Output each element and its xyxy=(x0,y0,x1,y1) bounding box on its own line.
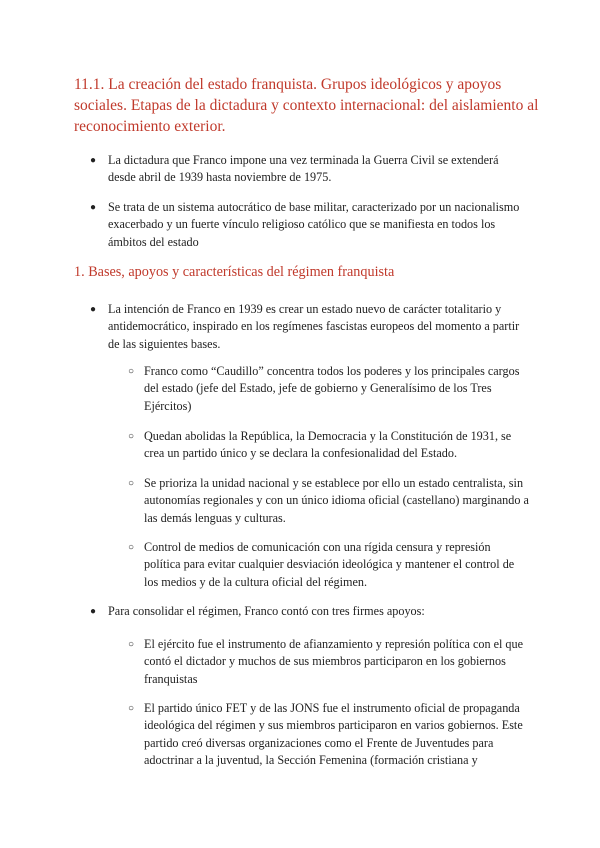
apoyo-item-1: El ejército fue el instrumento de afianzamiento y represión política con el que contó el dictador y muchos de sus miembros participaron en los gobiernos franquistas xyxy=(144,637,524,686)
bullet-icon: ● xyxy=(90,155,97,166)
bullet-icon: ● xyxy=(90,304,97,315)
base-item-3: Se prioriza la unidad nacional y se establece por ello un estado centralista, sin autonomías regionales y con un único idioma oficial (castellano) marginando a las demás lenguas y culturas. xyxy=(144,476,529,525)
sub-bullet-icon: ○ xyxy=(128,703,135,714)
document-title: 11.1. La creación del estado franquista. Grupos ideológicos y apoyos sociales. Etapas de la dictadura y contexto internacional: del aislamiento al reconocimiento exterior. xyxy=(74,76,539,135)
sub-bullet-icon: ○ xyxy=(128,478,135,489)
base-item-1: Franco como “Caudillo” concentra todos los poderes y los principales cargos del estado (jefe del Estado, jefe de gobierno y Generalísimo de los Tres Ejércitos) xyxy=(144,364,520,413)
sub-bullet-icon: ○ xyxy=(128,431,135,442)
base-item-4: Control de medios de comunicación con una rígida censura y represión política para evitar cualquier desviación ideológica y mantener el control de los medios y de la cultura oficial del régimen. xyxy=(144,540,515,589)
sub-bullet-icon: ○ xyxy=(128,366,135,377)
bullet-icon: ● xyxy=(90,202,97,213)
intro-bullet-2: Se trata de un sistema autocrático de base militar, caracterizado por un nacionalismo exacerbado y un fuerte vínculo religioso católico que se manifiesta en todos los ámbitos del estado xyxy=(108,200,520,249)
section-bullet-1: La intención de Franco en 1939 es crear un estado nuevo de carácter totalitario y antidemocrático, inspirado en los regímenes fascistas europeos del momento a partir de las siguientes bases. xyxy=(108,302,520,351)
apoyo-item-2: El partido único FET y de las JONS fue el instrumento oficial de propaganda ideológica del régimen y sus miembros participaron en varios gobiernos. Este partido creó diversas organizaciones como el Frente de Juventudes para adoctrinar a la juventud, la Sección Femenina (formación cristiana y xyxy=(144,701,523,768)
sub-bullet-icon: ○ xyxy=(128,542,135,553)
section-heading: 1. Bases, apoyos y características del régimen franquista xyxy=(74,264,395,280)
sub-bullet-icon: ○ xyxy=(128,639,135,650)
section-bullet-2: Para consolidar el régimen, Franco contó con tres firmes apoyos: xyxy=(108,604,425,618)
base-item-2: Quedan abolidas la República, la Democracia y la Constitución de 1931, se crea un partido único y se declara la confesionalidad del Estado. xyxy=(144,429,512,461)
intro-bullet-1: La dictadura que Franco impone una vez terminada la Guerra Civil se extenderá desde abril de 1939 hasta noviembre de 1975. xyxy=(108,153,499,185)
bullet-icon: ● xyxy=(90,606,97,617)
